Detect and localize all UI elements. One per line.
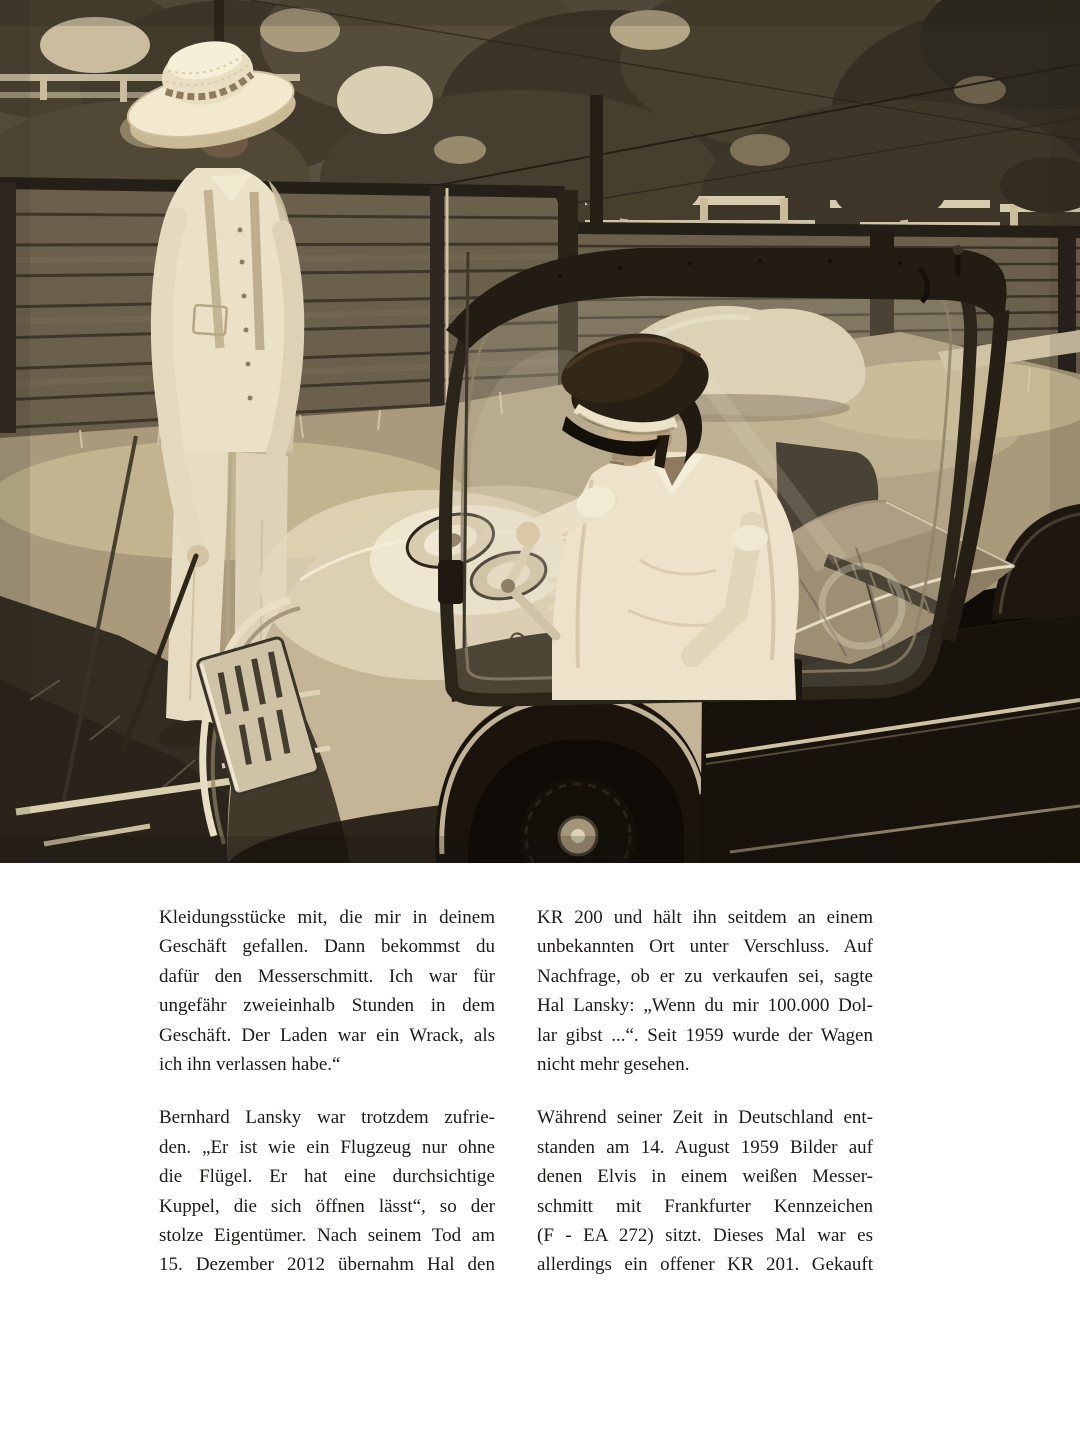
paragraph [537, 903, 873, 1079]
text-line: Hal Lansky: „Wenn du mir 100.000 Dol- [537, 995, 873, 1017]
paragraph [159, 903, 495, 1079]
text-line: nicht mehr gesehen. [537, 1053, 690, 1075]
text-line: die Flügel. Er hat eine durchsichtige [159, 1166, 495, 1188]
text-line: standen am 14. August 1959 Bilder auf [537, 1136, 873, 1158]
text-line: 15. Dezember 2012 übernahm Hal den [159, 1254, 495, 1276]
text-column-left [159, 903, 495, 1280]
text-line: Kleidungsstücke mit, die mir in deinem [159, 907, 495, 928]
rolled-sleeve [732, 525, 768, 551]
text-line: schmitt mit Frankfurter Kennzeichen [537, 1195, 873, 1217]
text-line: Nachfrage, ob er zu verkaufen sei, sagte [537, 965, 873, 987]
article-text [0, 903, 1080, 1303]
text-line: den. „Er ist wie ein Flugzeug nur ohne [159, 1136, 495, 1158]
text-line: ich ihn verlassen habe.“ [159, 1053, 341, 1075]
text-line: ungefähr zweieinhalb Stunden in dem [159, 995, 495, 1017]
latch-knob [953, 245, 963, 255]
paragraph [159, 1103, 495, 1279]
text-line: Geschäft. Der Laden war ein Wrack, als [159, 1024, 495, 1046]
tall-fence-post [590, 95, 603, 240]
text-line: Bernhard Lansky war trotzdem zufrie- [159, 1107, 495, 1129]
text-line: stolze Eigentümer. Nach seinem Tod am [159, 1224, 495, 1246]
text-line: Kuppel, die sich öffnen lässt“, so der [159, 1195, 495, 1217]
paragraph [537, 1103, 873, 1279]
text-line: KR 200 und hält ihn seitdem an einem [537, 907, 873, 928]
text-line: unbekannten Ort unter Verschluss. Auf [537, 936, 873, 958]
text-line: (F - EA 272) sitzt. Dieses Mal war es [537, 1224, 873, 1246]
text-line: denen Elvis in einem weißen Messer- [537, 1166, 873, 1188]
suspender-strap [254, 192, 260, 350]
hand [516, 522, 540, 546]
canopy-latch-box [438, 560, 464, 604]
text-line: Während seiner Zeit in Deutschland ent- [537, 1107, 873, 1129]
text-column-right [537, 903, 873, 1280]
text-line: lar gibst ...“. Seit 1959 wurde der Wagen [537, 1024, 873, 1046]
text-line: allerdings ein offener KR 201. Gekauft [537, 1254, 873, 1276]
text-line: dafür den Messerschmitt. Ich war für [159, 965, 495, 987]
text-line: Geschäft gefallen. Dann bekommst du [159, 936, 495, 958]
